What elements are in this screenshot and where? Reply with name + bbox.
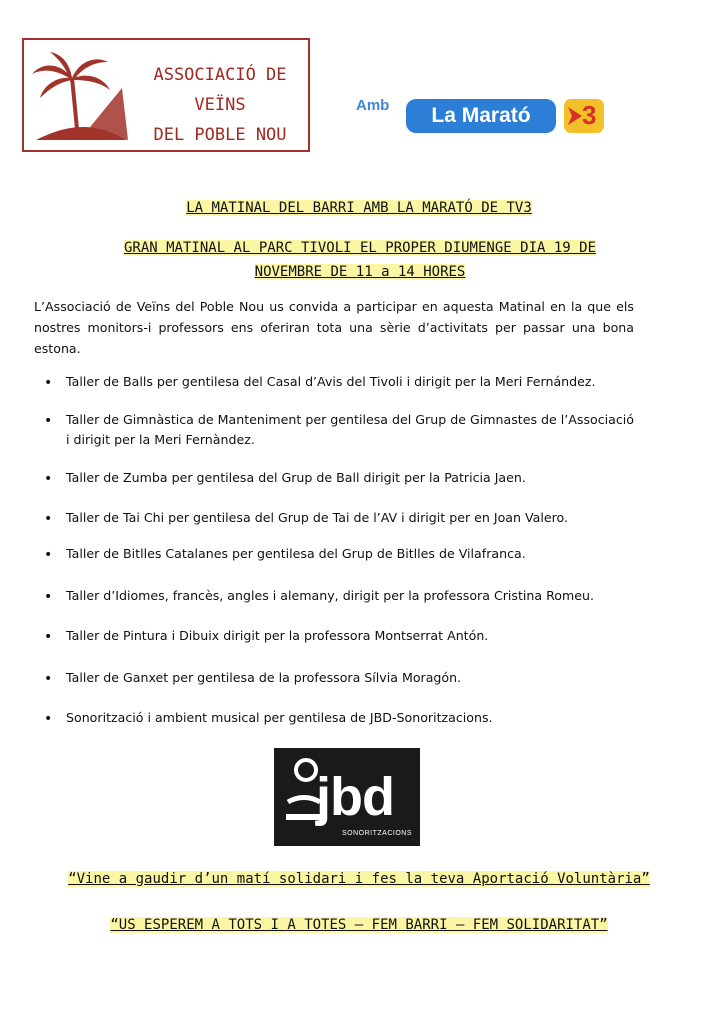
page-title xyxy=(0,200,718,216)
marato-prefix: Amb xyxy=(356,97,390,114)
list-item: • Taller de Ganxet per gentilesa de la professora Sílvia Moragón. xyxy=(44,668,634,688)
list-item: • Taller de Pintura i Dibuix dirigit per la professora Montserrat Antón. xyxy=(44,626,634,646)
subtitle-line1: GRAN MATINAL AL PARC TIVOLI EL PROPER DIUMENGE DIA 19 DE xyxy=(123,240,596,256)
jbd-name: jbd xyxy=(316,767,394,827)
marato-name: La Marató xyxy=(406,99,556,133)
list-item: • Taller de Tai Chi per gentilesa del Grup de Tai de l’AV i dirigit per en Joan Valero. xyxy=(44,508,634,528)
association-name-line2: DEL POBLE NOU xyxy=(153,125,287,145)
association-name-line1: ASSOCIACIÓ DE VEÏNS xyxy=(153,65,287,115)
tv3-logo xyxy=(564,99,604,133)
tv3-number: 3 xyxy=(582,100,597,130)
list-item: • Taller de Bitlles Catalanes per gentilesa del Grup de Bitlles de Vilafranca. xyxy=(44,544,634,564)
list-item: • Sonorització i ambient musical per gentilesa de JBD-Sonoritzacions. xyxy=(44,708,634,728)
slogan-solidarity-text: “US ESPEREM A TOTS I A TOTES – FEM BARRI – FEM SOLIDARITAT” xyxy=(110,917,608,933)
slogan-participate-text: “Vine a gaudir d’un matí solidari i fes la teva Aportació Voluntària” xyxy=(68,871,650,887)
jbd-logo xyxy=(274,748,420,846)
slogan-participate xyxy=(0,871,718,887)
la-marato-logo xyxy=(352,93,608,139)
slogan-solidarity xyxy=(0,917,718,933)
association-name xyxy=(132,60,308,150)
list-item: • Taller d’Idiomes, francès, angles i alemany, dirigit per la professora Cristina Romeu. xyxy=(44,586,634,606)
subtitle-line2: NOVEMBRE DE 11 a 14 HORES xyxy=(254,264,466,280)
page-title-text: LA MATINAL DEL BARRI AMB LA MARATÓ DE TV3 xyxy=(186,200,532,216)
association-logo xyxy=(22,38,310,152)
list-item: • Taller de Balls per gentilesa del Casal d’Avis del Tivoli i dirigit per la Meri Fernández. xyxy=(44,372,634,392)
jbd-tagline: SONORITZACIONS xyxy=(342,830,413,837)
list-item: • Taller de Gimnàstica de Manteniment per gentilesa del Grup de Gimnastes de l’Associació i dirigit per la Meri Fernàndez. xyxy=(44,410,634,450)
palm-tree-icon xyxy=(30,48,130,144)
event-subtitle xyxy=(40,236,680,284)
intro-paragraph: L’Associació de Veïns del Poble Nou us convida a participar en aquesta Matinal en la que els nostres monitors-i professors ens oferiran tota una sèrie d’activitats per passar una bona estona. xyxy=(34,299,634,356)
list-item: • Taller de Zumba per gentilesa del Grup de Ball dirigit per la Patricia Jaen. xyxy=(44,468,634,488)
